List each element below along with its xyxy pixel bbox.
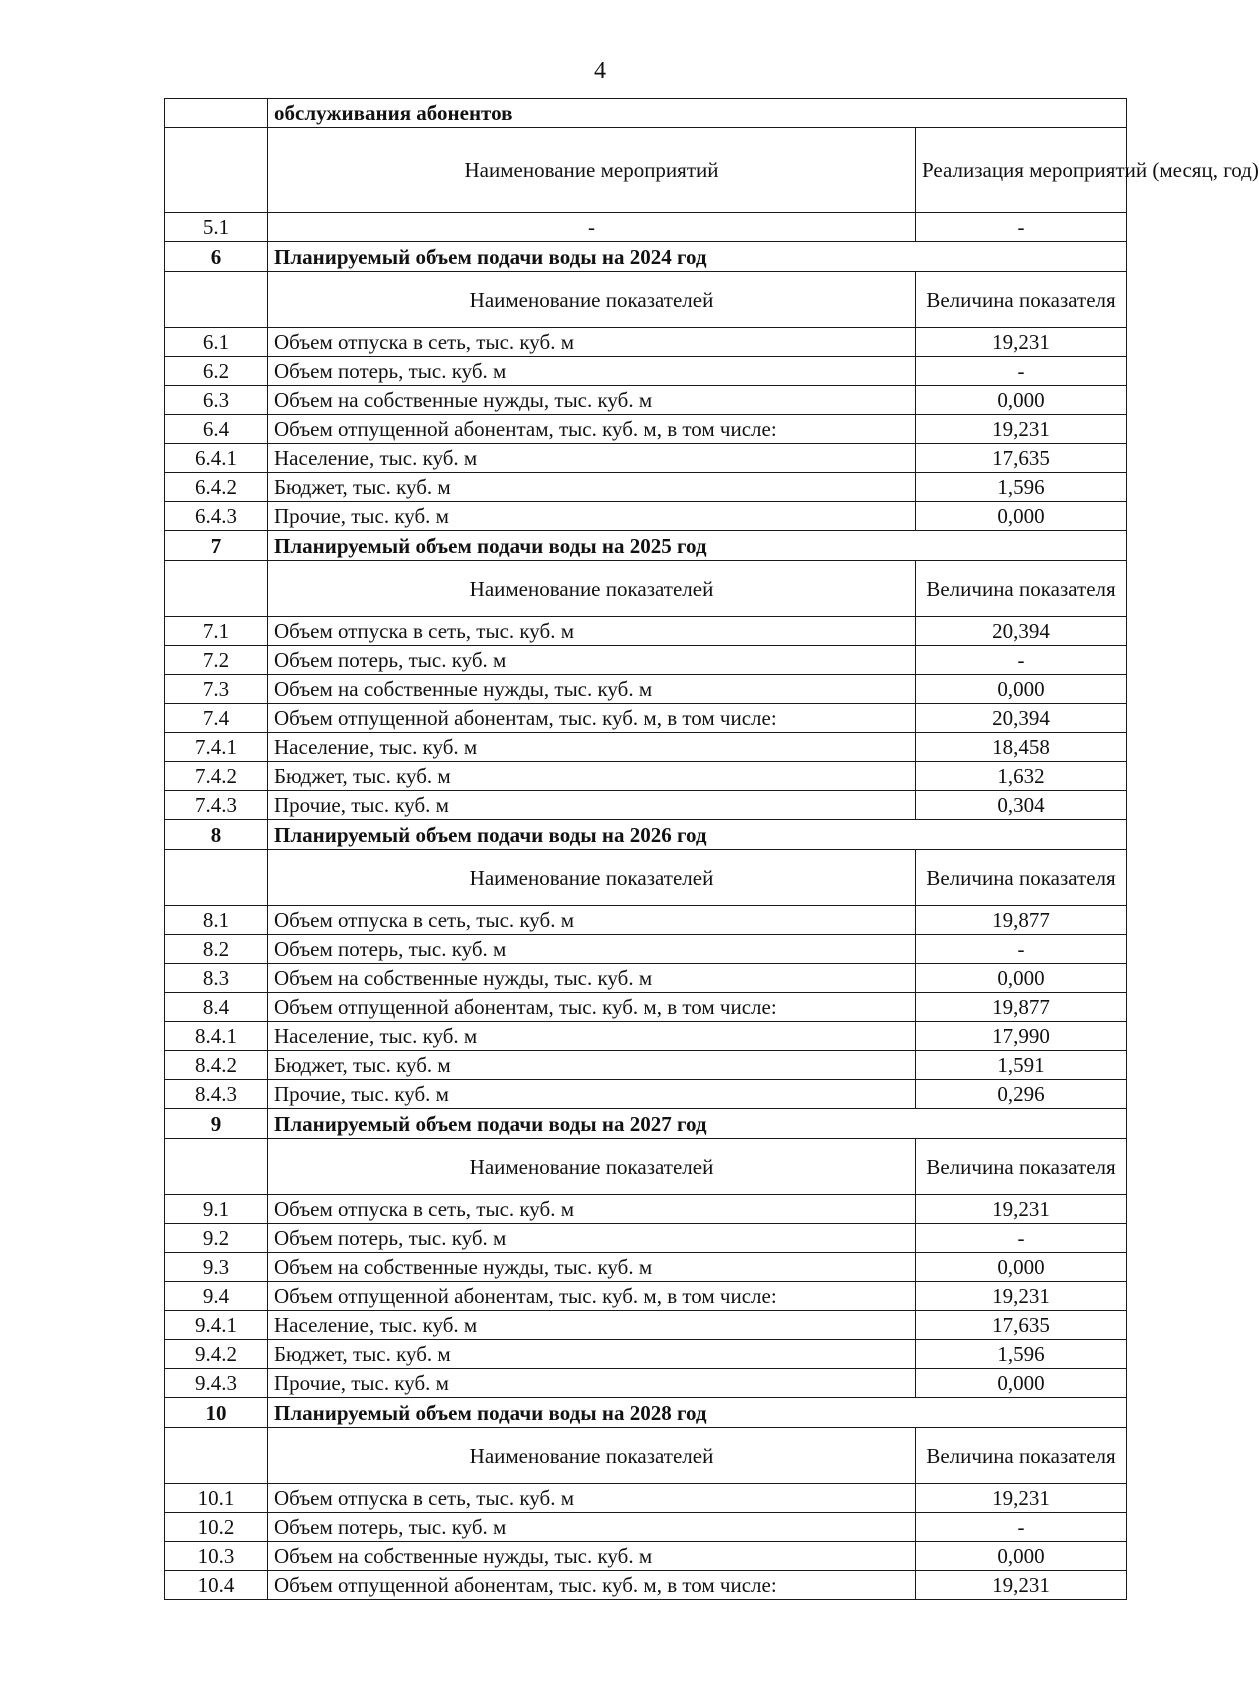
row-name-cell: Объем потерь, тыс. куб. м [268, 1224, 916, 1253]
table-row [165, 1340, 1127, 1369]
section-number-cell: 7 [165, 531, 268, 561]
table-row [165, 1224, 1127, 1253]
row-name-cell: Объем на собственные нужды, тыс. куб. м [268, 675, 916, 704]
row-value-cell: 17,635 [916, 444, 1127, 473]
row-number-cell: 8.4 [165, 993, 268, 1022]
row-number-cell [165, 850, 268, 906]
row-value-cell: 17,990 [916, 1022, 1127, 1051]
row-value-cell: 1,591 [916, 1051, 1127, 1080]
table-row [165, 1051, 1127, 1080]
section-number-cell: 9 [165, 1109, 268, 1139]
header-name-cell: Наименование показателей [268, 561, 916, 617]
row-value-cell: 19,231 [916, 1195, 1127, 1224]
header-value-cell: Величина показателя [916, 1428, 1127, 1484]
row-name-cell: Бюджет, тыс. куб. м [268, 762, 916, 791]
table-row [165, 646, 1127, 675]
row-number-cell: 7.1 [165, 617, 268, 646]
column-header-row [165, 128, 1127, 213]
section-title-cell: Планируемый объем подачи воды на 2024 год [268, 242, 1127, 272]
row-value-cell: 1,596 [916, 473, 1127, 502]
row-number-cell [165, 128, 268, 213]
row-name-cell: Объем на собственные нужды, тыс. куб. м [268, 964, 916, 993]
row-number-cell: 6.2 [165, 357, 268, 386]
row-number-cell: 7.4.2 [165, 762, 268, 791]
row-value-cell: 19,231 [916, 1484, 1127, 1513]
row-name-cell: Объем потерь, тыс. куб. м [268, 935, 916, 964]
continuation-row [165, 99, 1127, 128]
row-name-cell: Объем отпуска в сеть, тыс. куб. м [268, 906, 916, 935]
continuation-text: обслуживания абонентов [268, 99, 1127, 128]
table-row [165, 328, 1127, 357]
row-name-cell: Объем отпущенной абонентам, тыс. куб. м, в том числе: [268, 704, 916, 733]
table-row [165, 1195, 1127, 1224]
header-value-cell: Реализация мероприятий (месяц, год) [916, 128, 1127, 213]
row-number-cell [165, 1428, 268, 1484]
table-row [165, 1282, 1127, 1311]
row-number-cell: 10.4 [165, 1571, 268, 1600]
row-number-cell: 8.4.3 [165, 1080, 268, 1109]
row-value-cell: 19,231 [916, 1571, 1127, 1600]
row-number-cell: 6.3 [165, 386, 268, 415]
page-number: 4 [594, 58, 606, 84]
table-row [165, 1369, 1127, 1398]
row-number-cell: 6.4.2 [165, 473, 268, 502]
table-row [165, 1022, 1127, 1051]
row-name-cell: Объем потерь, тыс. куб. м [268, 357, 916, 386]
row-name-cell: Объем отпуска в сеть, тыс. куб. м [268, 617, 916, 646]
row-name-cell: Прочие, тыс. куб. м [268, 1369, 916, 1398]
row-name-cell: Население, тыс. куб. м [268, 733, 916, 762]
row-value-cell: - [916, 935, 1127, 964]
table-row [165, 993, 1127, 1022]
row-value-cell: - [916, 1513, 1127, 1542]
row-number-cell: 10.2 [165, 1513, 268, 1542]
table-row [165, 1484, 1127, 1513]
row-name-cell: Объем отпущенной абонентам, тыс. куб. м, в том числе: [268, 415, 916, 444]
row-value-cell: 0,000 [916, 1542, 1127, 1571]
row-number-cell: 9.2 [165, 1224, 268, 1253]
row-value-cell: 19,877 [916, 993, 1127, 1022]
row-value-cell: 1,596 [916, 1340, 1127, 1369]
section-title-row [165, 242, 1127, 272]
row-number-cell: 8.3 [165, 964, 268, 993]
row-value-cell: 18,458 [916, 733, 1127, 762]
table-row [165, 1542, 1127, 1571]
row-name-cell: Прочие, тыс. куб. м [268, 1080, 916, 1109]
row-value-cell: 0,304 [916, 791, 1127, 820]
section-title-row [165, 1398, 1127, 1428]
row-value-cell: 0,000 [916, 964, 1127, 993]
row-name-cell: - [268, 213, 916, 242]
row-value-cell: 0,296 [916, 1080, 1127, 1109]
row-name-cell: Объем отпуска в сеть, тыс. куб. м [268, 1484, 916, 1513]
column-header-row [165, 1428, 1127, 1484]
header-value-cell: Величина показателя [916, 1139, 1127, 1195]
table-row [165, 415, 1127, 444]
row-name-cell: Объем потерь, тыс. куб. м [268, 646, 916, 675]
table-row [165, 502, 1127, 531]
row-number-cell: 8.4.1 [165, 1022, 268, 1051]
row-name-cell: Объем отпуска в сеть, тыс. куб. м [268, 328, 916, 357]
column-header-row [165, 1139, 1127, 1195]
row-number-cell: 6.1 [165, 328, 268, 357]
table-row [165, 473, 1127, 502]
row-number-cell: 8.2 [165, 935, 268, 964]
header-value-cell: Величина показателя [916, 850, 1127, 906]
row-name-cell: Бюджет, тыс. куб. м [268, 1340, 916, 1369]
section-title-cell: Планируемый объем подачи воды на 2028 год [268, 1398, 1127, 1428]
row-value-cell: 20,394 [916, 704, 1127, 733]
table-row [165, 1571, 1127, 1600]
table-row [165, 906, 1127, 935]
row-value-cell: 20,394 [916, 617, 1127, 646]
indicators-table [164, 98, 1259, 1600]
table-body [165, 99, 1259, 1600]
row-number-cell: 7.2 [165, 646, 268, 675]
row-value-cell: - [916, 1224, 1127, 1253]
table-row [165, 386, 1127, 415]
row-number-cell: 8.4.2 [165, 1051, 268, 1080]
row-name-cell: Объем отпущенной абонентам, тыс. куб. м, в том числе: [268, 1282, 916, 1311]
row-number-cell: 7.4 [165, 704, 268, 733]
table-row [165, 1253, 1127, 1282]
header-name-cell: Наименование показателей [268, 1428, 916, 1484]
row-number-cell [165, 99, 268, 128]
section-number-cell: 10 [165, 1398, 268, 1428]
row-number-cell: 7.4.3 [165, 791, 268, 820]
header-value-cell: Величина показателя [916, 561, 1127, 617]
row-number-cell: 10.1 [165, 1484, 268, 1513]
section-number-cell: 6 [165, 242, 268, 272]
table-row [165, 444, 1127, 473]
section-title-row [165, 1109, 1127, 1139]
row-value-cell: 19,877 [916, 906, 1127, 935]
row-value-cell: 0,000 [916, 386, 1127, 415]
row-name-cell: Объем потерь, тыс. куб. м [268, 1513, 916, 1542]
row-number-cell: 9.4 [165, 1282, 268, 1311]
row-value-cell: - [916, 357, 1127, 386]
row-number-cell [165, 1139, 268, 1195]
row-number-cell: 10.3 [165, 1542, 268, 1571]
row-number-cell: 6.4 [165, 415, 268, 444]
header-value-cell: Величина показателя [916, 272, 1127, 328]
column-header-row [165, 850, 1127, 906]
row-number-cell: 9.4.2 [165, 1340, 268, 1369]
row-value-cell: 0,000 [916, 675, 1127, 704]
table-row [165, 1513, 1127, 1542]
row-number-cell [165, 561, 268, 617]
table-row [165, 1311, 1127, 1340]
row-number-cell [165, 272, 268, 328]
row-name-cell: Объем на собственные нужды, тыс. куб. м [268, 1542, 916, 1571]
table-row [165, 675, 1127, 704]
row-name-cell: Объем отпущенной абонентам, тыс. куб. м, в том числе: [268, 1571, 916, 1600]
row-name-cell: Объем отпуска в сеть, тыс. куб. м [268, 1195, 916, 1224]
row-name-cell: Объем отпущенной абонентам, тыс. куб. м, в том числе: [268, 993, 916, 1022]
section-title-cell: Планируемый объем подачи воды на 2025 год [268, 531, 1127, 561]
table-row [165, 791, 1127, 820]
row-value-cell: 0,000 [916, 502, 1127, 531]
table-row [165, 1080, 1127, 1109]
section-title-cell: Планируемый объем подачи воды на 2026 год [268, 820, 1127, 850]
header-name-cell: Наименование показателей [268, 1139, 916, 1195]
row-value-cell: 19,231 [916, 1282, 1127, 1311]
table-row [165, 213, 1127, 242]
section-title-cell: Планируемый объем подачи воды на 2027 год [268, 1109, 1127, 1139]
row-value-cell: 0,000 [916, 1369, 1127, 1398]
row-value-cell: 17,635 [916, 1311, 1127, 1340]
row-name-cell: Население, тыс. куб. м [268, 1022, 916, 1051]
column-header-row [165, 561, 1127, 617]
row-value-cell: 0,000 [916, 1253, 1127, 1282]
table-row [165, 704, 1127, 733]
row-name-cell: Бюджет, тыс. куб. м [268, 1051, 916, 1080]
row-number-cell: 6.4.1 [165, 444, 268, 473]
row-number-cell: 9.4.3 [165, 1369, 268, 1398]
row-name-cell: Прочие, тыс. куб. м [268, 791, 916, 820]
row-number-cell: 9.1 [165, 1195, 268, 1224]
row-number-cell: 8.1 [165, 906, 268, 935]
header-name-cell: Наименование показателей [268, 272, 916, 328]
table-row [165, 935, 1127, 964]
table-row [165, 733, 1127, 762]
row-number-cell: 9.4.1 [165, 1311, 268, 1340]
row-value-cell: 19,231 [916, 328, 1127, 357]
table-row [165, 357, 1127, 386]
table-row [165, 617, 1127, 646]
row-value-cell: 1,632 [916, 762, 1127, 791]
row-number-cell: 6.4.3 [165, 502, 268, 531]
row-number-cell: 5.1 [165, 213, 268, 242]
row-value-cell: - [916, 213, 1127, 242]
header-name-cell: Наименование показателей [268, 850, 916, 906]
section-number-cell: 8 [165, 820, 268, 850]
row-name-cell: Объем на собственные нужды, тыс. куб. м [268, 386, 916, 415]
row-name-cell: Бюджет, тыс. куб. м [268, 473, 916, 502]
table-row [165, 964, 1127, 993]
row-name-cell: Население, тыс. куб. м [268, 1311, 916, 1340]
row-number-cell: 9.3 [165, 1253, 268, 1282]
column-header-row [165, 272, 1127, 328]
row-value-cell: 19,231 [916, 415, 1127, 444]
row-name-cell: Прочие, тыс. куб. м [268, 502, 916, 531]
header-name-cell: Наименование мероприятий [268, 128, 916, 213]
row-name-cell: Население, тыс. куб. м [268, 444, 916, 473]
table-row [165, 762, 1127, 791]
row-name-cell: Объем на собственные нужды, тыс. куб. м [268, 1253, 916, 1282]
section-title-row [165, 820, 1127, 850]
row-number-cell: 7.3 [165, 675, 268, 704]
row-value-cell: - [916, 646, 1127, 675]
section-title-row [165, 531, 1127, 561]
row-number-cell: 7.4.1 [165, 733, 268, 762]
